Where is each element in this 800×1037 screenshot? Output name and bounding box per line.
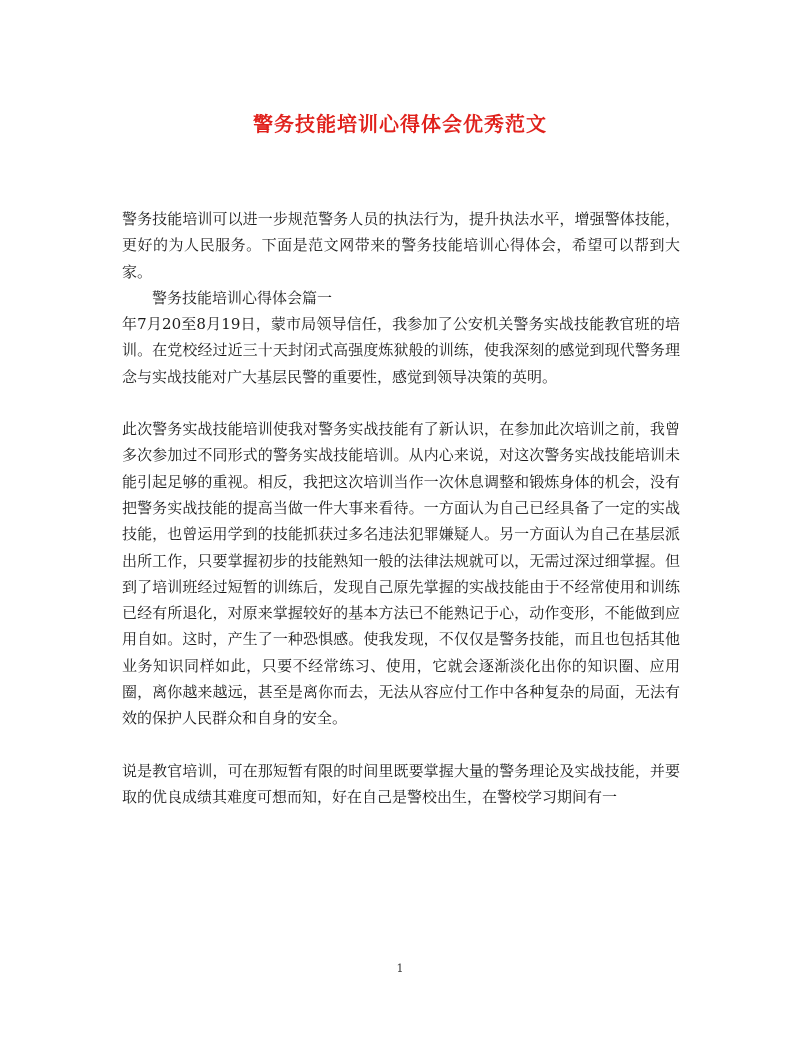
- document-title: 警务技能培训心得体会优秀范文: [253, 112, 547, 136]
- section-heading: 警务技能培训心得体会篇一: [152, 288, 333, 307]
- body-paragraph-2: 此次警务实战技能培训使我对警务实战技能有了新认识，在参加此次培训之前，我曾多次参加过不同形式的警务实战技能培训。从内心来说，对这次警务实战技能培训未能引起足够的重视。相反，我把这次培训当作一次休息调整和锻炼身体的机会，没有把警务实战技能的提高当做一件大事来看待。一方面认为自己已经具备了一定的实战技能，也曾运用学到的技能抓获过多名违法犯罪嫌疑人。另一方面认为自己在基层派出所工作，只要掌握初步的技能熟知一般的法律法规就可以，无需过深过细掌握。但到了培训班经过短暂的训练后，发现自己原先掌握的实战技能由于不经常使用和训练已经有所退化，对原来掌握较好的基本方法已不能熟记于心，动作变形，不能做到应用自如。这时，产生了一种恐惧感。使我发现，不仅仅是警务技能，而且也包括其他业务知识同样如此，只要不经常练习、使用，它就会逐渐淡化出你的知识圈、应用圈，离你越来越远，甚至是离你而去，无法从容应付工作中各种复杂的局面，无法有效的保护人民群众和自身的安全。: [122, 420, 680, 728]
- paragraph-gap: [122, 390, 680, 416]
- page-number: 1: [396, 962, 404, 975]
- body-paragraph-3: 说是教官培训，可在那短暂有限的时间里既要掌握大量的警务理论及实战技能，并要取的优良成绩其难度可想而知，好在自己是警校出生，在警校学习期间有一: [122, 761, 680, 806]
- intro-paragraph: 警务技能培训可以进一步规范警务人员的执法行为，提升执法水平，增强警体技能，更好的为人民服务。下面是范文网带来的警务技能培训心得体会，希望可以帮到大家。: [122, 210, 680, 281]
- paragraph-gap: [122, 732, 680, 758]
- document-body: [122, 206, 680, 810]
- body-paragraph-1: 年7月20至8月19日，蒙市局领导信任，我参加了公安机关警务实战技能教官班的培训。在党校经过近三十天封闭式高强度炼狱般的训练，使我深刻的感觉到现代警务理念与实战技能对广大基层民警的重要性，感觉到领导决策的英明。: [122, 315, 680, 386]
